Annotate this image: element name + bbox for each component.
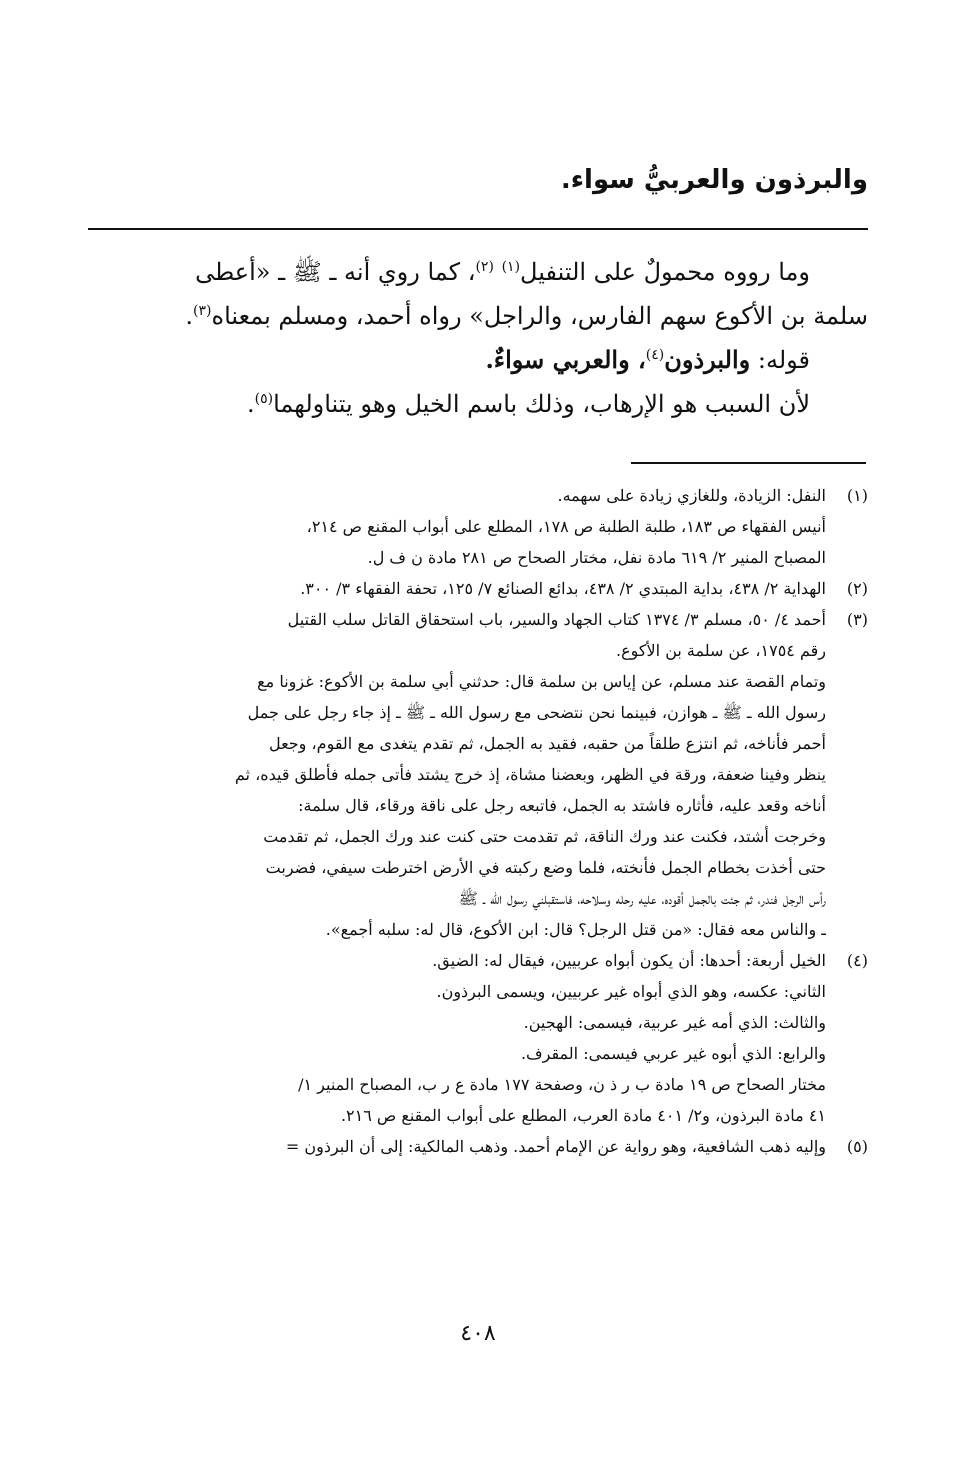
footnote-4 (88, 945, 868, 1131)
paragraph-3 (88, 382, 868, 426)
footnote-5 (88, 1131, 868, 1162)
footnote-line: والثالث: الذي أمه غير عربية، فيسمى: الهجين. (523, 1013, 826, 1032)
text-span: سلمة بن الأكوع سهم الفارس، والراجل» رواه أحمد، ومسلم بمعناه (211, 302, 868, 330)
footnote-line: مختار الصحاح ص ١٩ مادة ب ر ذ ن، وصفحة ١٧٧ مادة ع ر ب، المصباح المنير ١/ (298, 1075, 826, 1094)
paragraph-2 (88, 338, 868, 382)
footnotes (88, 480, 868, 1162)
page-heading: والبرذون والعربيُّ سواء. (560, 165, 868, 195)
footnote-text (88, 604, 826, 945)
footnote-line: أناخه وقعد عليه، فأثاره فاشتد به الجمل، فاتبعه رجل على ناقة ورقاء، قال سلمة: (298, 796, 826, 815)
footnote-line: وإليه ذهب الشافعية، وهو رواية عن الإمام أحمد. وذهب المالكية: إلى أن البرذون = (285, 1137, 826, 1156)
page-number: ٤٠٨ (460, 1321, 496, 1346)
footnote-text (88, 1131, 826, 1162)
footnote-line: رسول الله ـ ﷺ ـ هوازن، فبينما نحن نتضحى مع رسول الله ـ ﷺ ـ إذ جاء رجل على جمل (247, 703, 826, 722)
footnote-line: ـ والناس معه فقال: «من قتل الرجل؟ قال: ابن الأكوع، قال له: سلبه أجمع». (325, 920, 826, 939)
footnote-ref-3[interactable]: (٣) (193, 303, 212, 319)
footnote-line: حتى أخذت بخطام الجمل فأنخته، فلما وضع ركبته في الأرض اخترطت سيفي، فضربت (265, 858, 826, 877)
footnote-line: ينظر وفينا ضعفة، ورقة في الظهر، وبعضنا مشاة، إذ خرج يشتد فأتى جمله فأطلق قيده، ثم (234, 765, 826, 784)
footnote-line: وتمام القصة عند مسلم، عن إياس بن سلمة قال: حدثني أبي سلمة بن الأكوع: غزونا مع (257, 672, 826, 691)
footnote-ref-2[interactable]: (٢) (475, 259, 494, 275)
footnote-ref-5[interactable]: (٥) (254, 391, 274, 407)
footnote-separator (631, 462, 866, 464)
footnote-number: (٥) (846, 1137, 868, 1156)
footnote-text (88, 573, 826, 604)
footnote-line: أحمر فأناخه، ثم انتزع طلقاً من حقبه، فقيد به الجمل، ثم تقدم يتغدى مع القوم، وجعل (268, 734, 826, 753)
footnote-number: (١) (846, 486, 868, 505)
paragraph-1-line-1 (88, 250, 868, 294)
footnote-line: أنيس الفقهاء ص ١٨٣، طلبة الطلبة ص ١٧٨، المطلع على أبواب المقنع ص ٢١٤، (306, 517, 826, 536)
footnote-line: المصباح المنير ٢/ ٦١٩ مادة نفل، مختار الصحاح ص ٢٨١ مادة ن ف ل. (367, 548, 826, 567)
footnote-number: (٢) (846, 579, 868, 598)
footnote-line: ٤١ مادة البرذون، و٢/ ٤٠١ مادة العرب، المطلع على أبواب المقنع ص ٢١٦. (340, 1106, 826, 1125)
footnote-line: الخيل أربعة: أحدها: أن يكون أبواه عربيين، فيقال له: الضيق. (432, 951, 826, 970)
footnote-2 (88, 573, 868, 604)
text-span: لأن السبب هو الإرهاب، وذلك باسم الخيل وهو يتناولهما (273, 390, 810, 418)
main-text (88, 250, 868, 426)
footnote-ref-1[interactable]: (١) (501, 259, 521, 275)
bold-term: ، والعربي سواءٌ. (485, 345, 646, 374)
footnote-line: أحمد ٤/ ٥٠، مسلم ٣/ ١٣٧٤ كتاب الجهاد والسير، باب استحقاق القاتل سلب القتيل (287, 610, 826, 629)
text-span: . (185, 302, 194, 330)
footnote-line: وخرجت أشتد، فكنت عند ورك الناقة، ثم تقدمت حتى كنت عند ورك الجمل، ثم تقدمت (263, 827, 826, 846)
footnote-line: الثاني: عكسه، وهو الذي أبواه غير عربيين، ويسمى البرذون. (436, 982, 826, 1001)
heading-rule (88, 228, 868, 230)
footnote-text (88, 480, 826, 573)
footnote-text (88, 945, 826, 1131)
text-span: ، كما روي أنه ـ ﷺ ـ «أعطى (195, 258, 476, 286)
footnote-line: الهداية ٢/ ٤٣٨، بداية المبتدي ٢/ ٤٣٨، بدائع الصنائع ٧/ ١٢٥، تحفة الفقهاء ٣/ ٣٠٠. (300, 579, 826, 598)
footnote-1 (88, 480, 868, 573)
text-span: قوله: (750, 346, 810, 374)
footnote-number: (٣) (846, 610, 868, 629)
footnote-ref-4[interactable]: (٤) (645, 347, 665, 363)
footnote-line: النفل: الزيادة، وللغازي زيادة على سهمه. (557, 486, 826, 505)
footnote-3 (88, 604, 868, 945)
bold-term: والبرذون (664, 345, 751, 374)
text-span: . (246, 390, 255, 418)
footnote-line: رأس الرجل فندر، ثم جئت بالجمل أقوده، عليه رحله وسلاحه، فاستقبلني رسول الله ـ ﷺ (458, 889, 826, 908)
paragraph-1-line-2 (88, 294, 868, 338)
text-span: وما رووه محمولٌ على التنفيل (520, 258, 810, 286)
footnote-number: (٤) (846, 951, 868, 970)
footnote-line: رقم ١٧٥٤، عن سلمة بن الأكوع. (616, 641, 826, 660)
footnote-line: والرابع: الذي أبوه غير عربي فيسمى: المقرف. (520, 1044, 826, 1063)
